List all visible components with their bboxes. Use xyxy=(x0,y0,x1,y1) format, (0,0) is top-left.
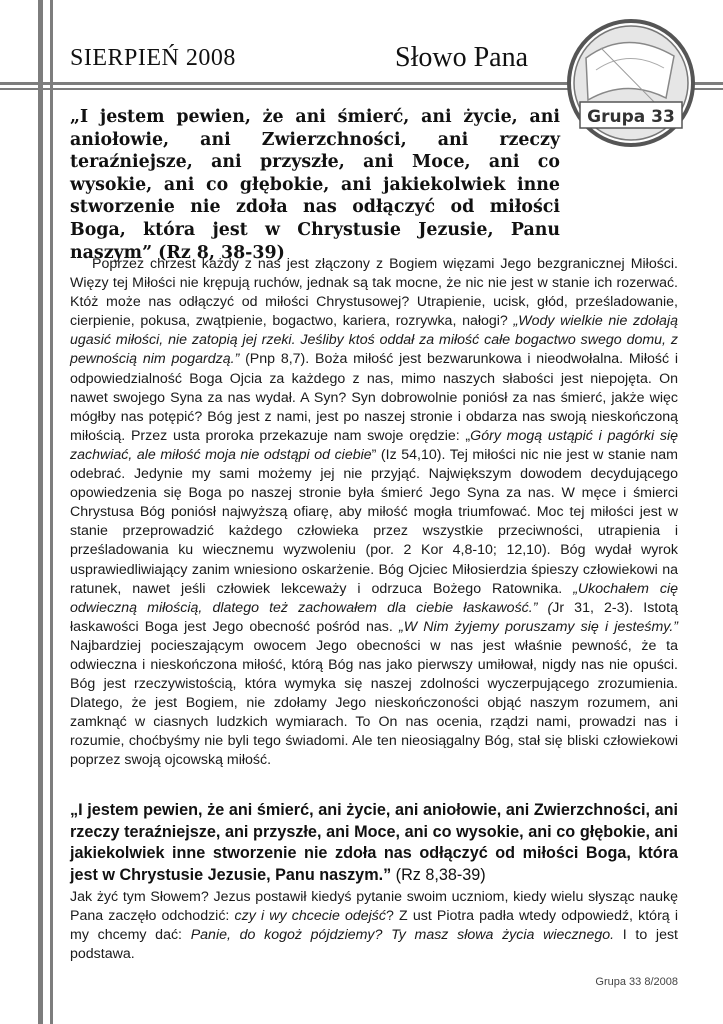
quote-iz: Góry mogą ustąpić i pagórki się zachwiać, ale miłość moja nie odstąpi od ciebie xyxy=(70,427,678,463)
left-vertical-rule-outer xyxy=(38,0,43,1024)
closing-quote-reference: (Rz 8,38-39) xyxy=(391,865,486,884)
main-paragraph: Poprzez chrzest każdy z nas jest złączony z Bogiem więzami Jego bezgranicznej Miłości. Więzy tej Miłości nie krępują ruchów, jednak są tak mocne, że nic nie jest w stanie ich rozerwać. Któż może nas odłączyć od miłości Chrystusowej? Utrapienie, ucisk, głód, prześladowanie, cierpienie, pokusa, zwątpienie, bogactwo, kariera, rozrywka, nałogi? „Wody wielkie nie zdołają ugasić miłości, nie zatopią jej rzeki. Jeśliby ktoś oddał za miłość całe bogactwo swego domu, z pewnością nim pogardzą.” (Pnp 8,7). Boża miłość jest bezwarunkowa i nieodwołalna. Miłość i odpowiedzialność Boga Ojcia za każdego z nas, mimo naszych słabości jest niepojęta. On nawet swojego Syna za nas wydał. A Syn? Syn dobrowolnie poniósł za nas śmierć, jakże więc mógłby nas potępić? Bóg jest z nami, jest po naszej stronie i obdarza nas swoją nieskończoną miłością. Przez usta proroka przekazuje nam swoje orędzie: „Góry mogą ustąpić i pagórki się zachwiać, ale miłość moja nie odstąpi od ciebie” (Iz 54,10). Tej miłości nic nie jest w stanie nam odebrać. Jedynie my sami możemy jej nie przyjąć. Największym dowodem decydującego opowiedzenia się Boga po naszej stronie była śmierć Jego Syna za nas. W męce i śmierci Chrystusa Bóg poniósł najwyższą ofiarę, aby miłość mogła triumfować. Moc tej miłości jest w stanie przeprowadzić każdego człowieka przez wszystkie przeciwności, utrapienia i prześladowania ku wiecznemu wyzwoleniu (por. 2 Kor 4,8-10; 12,10). Bóg wydał wyrok usprawiedliwiający zanim wniesiono oskarżenie. Bóg Ojciec Miłosierdzia śpieszy człowiekowi na ratunek, nawet jeśli człowiek lekceważy i odrzuca Bożego Ratownika. „Ukochałem cię odwieczną miłością, dlatego też zachowałem dla ciebie łaskawość.” (Jr 31, 2-3). Istotą łaskawości Boga jest Jego obecność pośród nas. „W Nim żyjemy poruszamy się i jesteśmy.” Najbardziej pocieszającym owocem Jego obecności w nas jest właśnie pewność, że ta odwieczna i nieskończona miłość, którą Bóg nas jako pierwszy umiłował, nigdy nas nie opuści. Bóg jest rzeczywistością, która wymyka się naszej zdolności wyczerpującego zrozumienia. Dlatego, że jest Bogiem, nie zdołamy Jego nieskończoności objąć naszym rozumem, ani zamknąć w ciasnych ludzkich wymiarach. To On nas ocenia, rządzi nami, prowadzi nas i rozumie, choćbyśmy nie byli tego świadomi. Ale ten nieosiągalny Bóg, stał się bliski człowiekowi poprzez swoją ojcowską miłość. xyxy=(70,256,678,769)
left-vertical-rule-inner xyxy=(50,0,53,1024)
quote-acts: „W Nim żyjemy poruszamy się i jesteśmy.” xyxy=(398,618,678,635)
grupa-33-logo xyxy=(566,18,696,148)
final-paragraph: Jak żyć tym Słowem? Jezus postawił kiedyś pytanie swoim uczniom, kiedy wielu słysząc naukę Pana zaczęło odchodzić: czy i wy chcecie odejść? Z ust Piotra padła wtedy odpowiedź, którą i my chcemy dać: Panie, do kogoż pójdziemy? Ty masz słowa życia wiecznego. I to jest podstawa. xyxy=(70,889,678,963)
quote-jr: „Ukochałem cię odwieczną miłością, dlatego też zachowałem dla ciebie łaskawość.” ( xyxy=(70,580,678,616)
issue-date: SIERPIEŃ 2008 xyxy=(70,45,236,71)
quote-pnp: „Wody wielkie nie zdołają ugasić miłości, nie zatopią jej rzeki. Jeśliby ktoś oddał za miłość całe bogactwo swego domu, z pewnością nim pogardzą.” xyxy=(70,313,678,368)
footer-issue-label: Grupa 33 8/2008 xyxy=(595,976,678,988)
logo-text: Grupa 33 xyxy=(587,107,675,127)
closing-scripture-quote: „I jestem pewien, że ani śmierć, ani życie, ani aniołowie, ani Zwierzchności, ani rzeczy teraźniejsze, ani przyszłe, ani Moce, ani co wysokie, ani co głębokie, ani jakiekolwiek inne stworzenie nie zdoła nas odłączyć od miłości Boga, która jest w Chrystusie Jezusie, Panu naszym.” (Rz 8,38-39) xyxy=(70,801,678,884)
page-title: Słowo Pana xyxy=(395,42,528,73)
top-scripture-quote: „I jestem pewien, że ani śmierć, ani życie, ani aniołowie, ani Zwierzchności, ani rzeczy teraźniejsze, ani przyszłe, ani Moce, ani co wysokie, ani co głębokie, ani jakiekolwiek inne stworzenie nie zdoła nas odłączyć od miłości Boga, która jest w Chrystusie Jezusie, Panu naszym” (Rz 8, 38-39) xyxy=(70,107,560,263)
